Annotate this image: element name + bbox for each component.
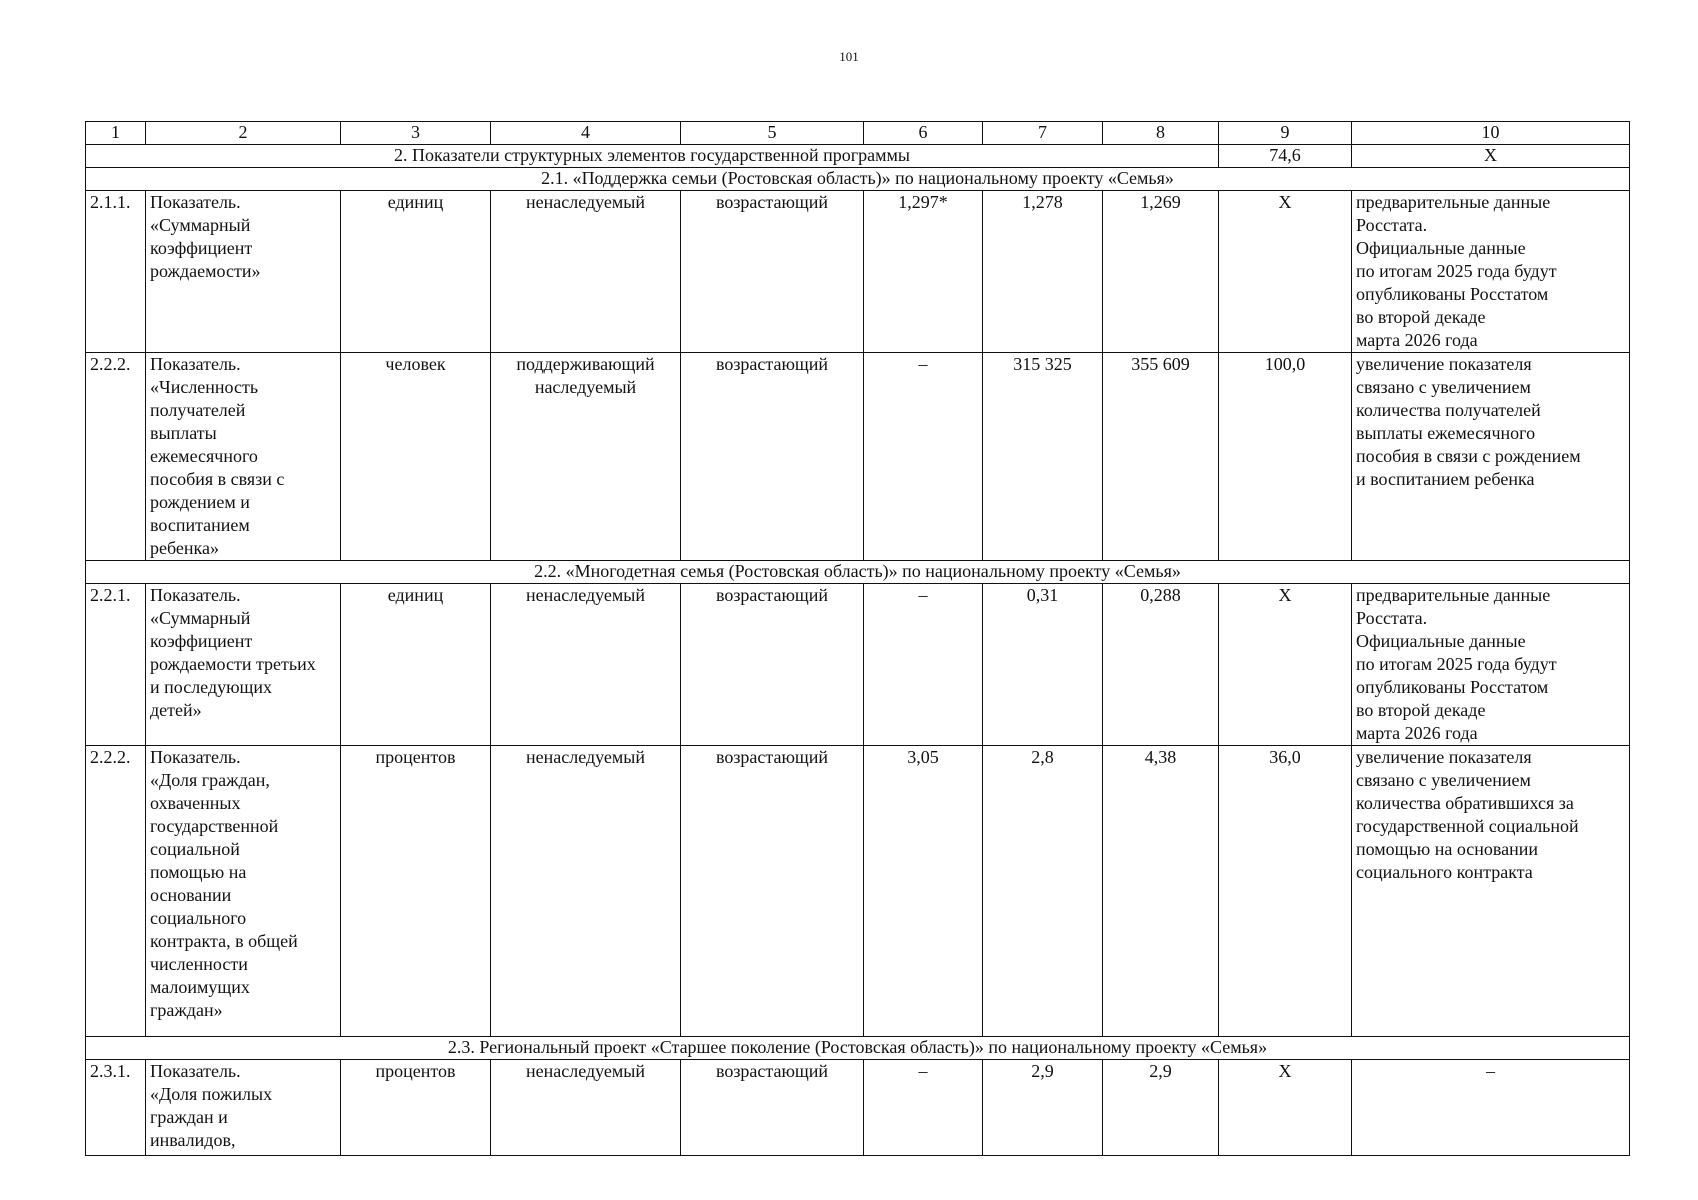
indicator-type: ненаследуемый bbox=[491, 746, 681, 1037]
note: – bbox=[1352, 1060, 1630, 1156]
section-row bbox=[86, 168, 1630, 191]
indicator-name: Показатель. «Доля пожилых граждан и инвалидов, bbox=[146, 1060, 341, 1156]
summary-row bbox=[86, 145, 1630, 168]
section-title: 2.2. «Многодетная семья (Ростовская область)» по национальному проекту «Семья» bbox=[86, 561, 1630, 584]
unit: процентов bbox=[341, 1060, 491, 1156]
table-row bbox=[86, 353, 1630, 561]
note: предварительные данные Росстата. Официальные данные по итогам 2025 года будут опубликованы Росстатом во второй декаде марта 2026 года bbox=[1352, 191, 1630, 353]
value-col7: 1,278 bbox=[983, 191, 1103, 353]
indicator-type: ненаследуемый bbox=[491, 191, 681, 353]
row-number: 2.2.2. bbox=[86, 353, 146, 561]
value-col8: 0,288 bbox=[1103, 584, 1219, 746]
unit: человек bbox=[341, 353, 491, 561]
column-number: 3 bbox=[341, 122, 491, 145]
direction: возрастающий bbox=[681, 746, 864, 1037]
value-col9: X bbox=[1219, 1060, 1352, 1156]
column-number: 4 bbox=[491, 122, 681, 145]
row-number: 2.2.2. bbox=[86, 746, 146, 1037]
value-col6: 1,297* bbox=[864, 191, 983, 353]
column-number: 5 bbox=[681, 122, 864, 145]
row-number: 2.3.1. bbox=[86, 1060, 146, 1156]
indicators-table bbox=[85, 121, 1630, 1156]
value-col6: – bbox=[864, 353, 983, 561]
value-col6: 3,05 bbox=[864, 746, 983, 1037]
indicator-type: ненаследуемый bbox=[491, 584, 681, 746]
note: увеличение показателя связано с увеличением количества получателей выплаты ежемесячного пособия в связи с рождением и воспитанием ребенка bbox=[1352, 353, 1630, 561]
unit: единиц bbox=[341, 584, 491, 746]
value-col9: X bbox=[1219, 191, 1352, 353]
value-col6: – bbox=[864, 584, 983, 746]
table-row bbox=[86, 1060, 1630, 1156]
value-col7: 0,31 bbox=[983, 584, 1103, 746]
direction: возрастающий bbox=[681, 1060, 864, 1156]
section-row bbox=[86, 1037, 1630, 1060]
note: предварительные данные Росстата. Официальные данные по итогам 2025 года будут опубликованы Росстатом во второй декаде марта 2026 года bbox=[1352, 584, 1630, 746]
indicator-name: Показатель. «Суммарный коэффициент рождаемости третьих и последующих детей» bbox=[146, 584, 341, 746]
indicator-type: ненаследуемый bbox=[491, 1060, 681, 1156]
row-number: 2.2.1. bbox=[86, 584, 146, 746]
value-col8: 1,269 bbox=[1103, 191, 1219, 353]
value-col7: 315 325 bbox=[983, 353, 1103, 561]
column-number: 2 bbox=[146, 122, 341, 145]
indicator-name: Показатель. «Численность получателей выплаты ежемесячного пособия в связи с рождением и воспитанием ребенка» bbox=[146, 353, 341, 561]
section-title: 2.1. «Поддержка семьи (Ростовская область)» по национальному проекту «Семья» bbox=[86, 168, 1630, 191]
column-number: 10 bbox=[1352, 122, 1630, 145]
column-number: 1 bbox=[86, 122, 146, 145]
indicator-name: Показатель. «Суммарный коэффициент рождаемости» bbox=[146, 191, 341, 353]
value-col9: 36,0 bbox=[1219, 746, 1352, 1037]
indicator-type: поддерживающий наследуемый bbox=[491, 353, 681, 561]
unit: единиц bbox=[341, 191, 491, 353]
indicator-name: Показатель. «Доля граждан, охваченных государственной социальной помощью на основании социального контракта, в общей численности малоимущих граждан» bbox=[146, 746, 341, 1037]
table-row bbox=[86, 191, 1630, 353]
section-row bbox=[86, 561, 1630, 584]
value-col7: 2,8 bbox=[983, 746, 1103, 1037]
value-col9: X bbox=[1219, 584, 1352, 746]
unit: процентов bbox=[341, 746, 491, 1037]
column-number: 6 bbox=[864, 122, 983, 145]
section-title: 2.3. Региональный проект «Старшее поколение (Ростовская область)» по национальному проекту «Семья» bbox=[86, 1037, 1630, 1060]
column-number: 8 bbox=[1103, 122, 1219, 145]
value-col9: 100,0 bbox=[1219, 353, 1352, 561]
column-number-row bbox=[86, 122, 1630, 145]
value-col7: 2,9 bbox=[983, 1060, 1103, 1156]
column-number: 9 bbox=[1219, 122, 1352, 145]
summary-value: 74,6 bbox=[1219, 145, 1352, 168]
value-col8: 4,38 bbox=[1103, 746, 1219, 1037]
value-col6: – bbox=[864, 1060, 983, 1156]
value-col8: 355 609 bbox=[1103, 353, 1219, 561]
summary-title: 2. Показатели структурных элементов государственной программы bbox=[86, 145, 1219, 168]
column-number: 7 bbox=[983, 122, 1103, 145]
direction: возрастающий bbox=[681, 191, 864, 353]
note: увеличение показателя связано с увеличением количества обратившихся за государственной социальной помощью на основании социального контракта bbox=[1352, 746, 1630, 1037]
table-row bbox=[86, 584, 1630, 746]
value-col8: 2,9 bbox=[1103, 1060, 1219, 1156]
row-number: 2.1.1. bbox=[86, 191, 146, 353]
direction: возрастающий bbox=[681, 584, 864, 746]
summary-mark: X bbox=[1352, 145, 1630, 168]
table-row bbox=[86, 746, 1630, 1037]
page-number: 101 bbox=[839, 49, 859, 64]
direction: возрастающий bbox=[681, 353, 864, 561]
